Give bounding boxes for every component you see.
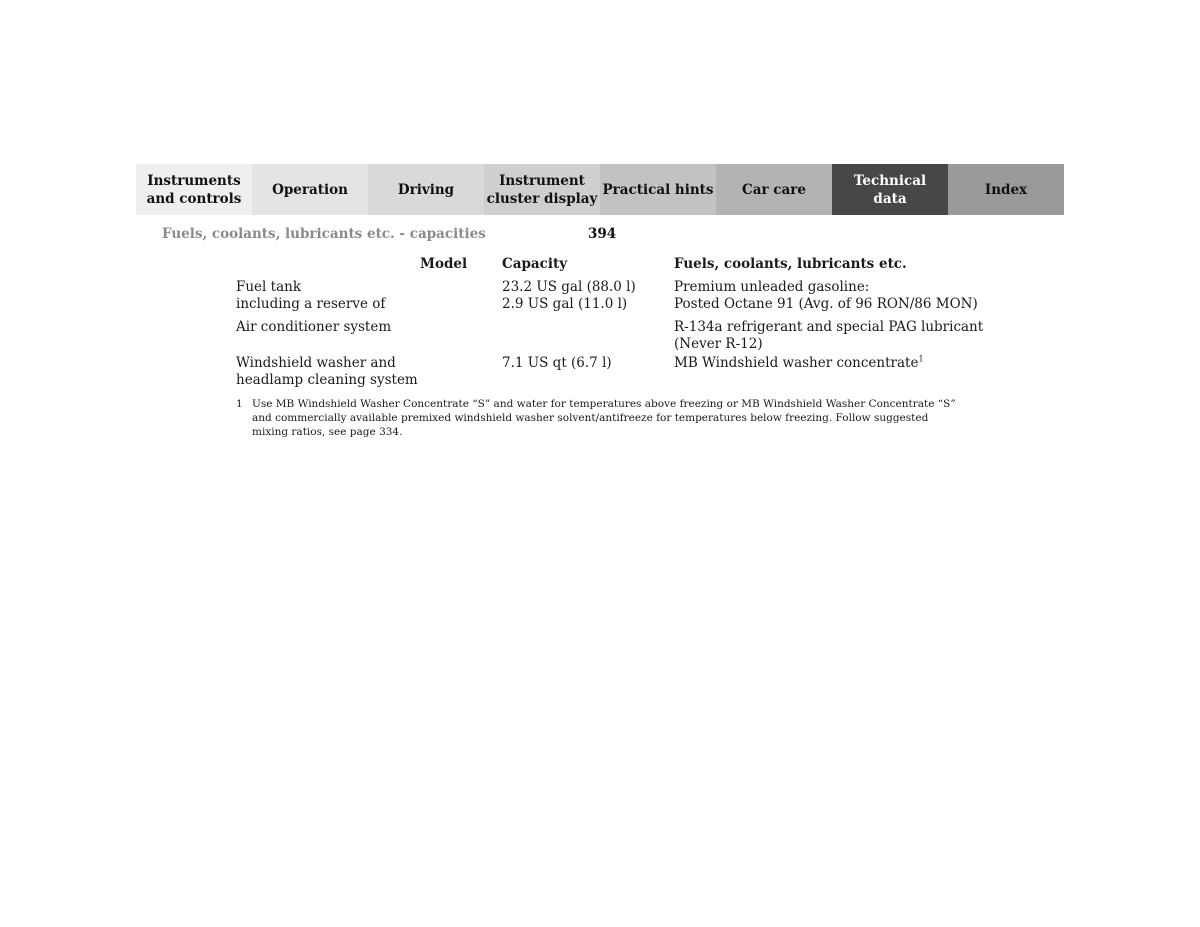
tab-operation[interactable]: Operation (252, 164, 368, 215)
column-header-model: Model (420, 256, 468, 272)
row-air-conditioner-fluid: R-134a refrigerant and special PAG lubricant (Never R-12) (674, 319, 984, 352)
section-nav-bar (136, 164, 1064, 215)
row-windshield-washer-fluid (674, 355, 924, 372)
tab-car-care[interactable]: Car care (716, 164, 832, 215)
footnote-text: Use MB Windshield Washer Concentrate “S” and water for temperatures above freezing or MB Windshield Washer Concentrate “S” and commercially available premixed windshield washer solvent/antifreeze for temperatures below freezing. Follow suggested mixing ratios, see page 334. (252, 398, 956, 438)
section-title: Fuels, coolants, lubricants etc. - capacities (162, 226, 486, 242)
row-fuel-tank-model: Fuel tank including a reserve of (236, 279, 386, 312)
row-windshield-washer-capacity: 7.1 US qt (6.7 l) (502, 355, 612, 371)
tab-index[interactable]: Index (948, 164, 1064, 215)
page-number: 394 (588, 226, 617, 242)
column-header-capacity: Capacity (502, 256, 568, 272)
row-fuel-tank-fluid: Premium unleaded gasoline: Posted Octane 91 (Avg. of 96 RON/86 MON) (674, 279, 978, 312)
row-windshield-washer-model: Windshield washer and headlamp cleaning system (236, 355, 418, 388)
tab-technical-data[interactable]: Technical data (832, 164, 948, 215)
tab-instrument-cluster-display[interactable]: Instrument cluster display (484, 164, 600, 215)
column-header-fluids: Fuels, coolants, lubricants etc. (674, 256, 907, 272)
tab-practical-hints[interactable]: Practical hints (600, 164, 716, 215)
windshield-washer-fluid-text: MB Windshield washer concentrate (674, 355, 919, 371)
footnote-reference: 1 (918, 354, 924, 364)
tab-driving[interactable]: Driving (368, 164, 484, 215)
footnote-number: 1 (236, 398, 243, 410)
row-fuel-tank-capacity: 23.2 US gal (88.0 l) 2.9 US gal (11.0 l) (502, 279, 636, 312)
row-air-conditioner-model: Air conditioner system (236, 319, 392, 335)
tab-instruments-and-controls[interactable]: Instruments and controls (136, 164, 252, 215)
